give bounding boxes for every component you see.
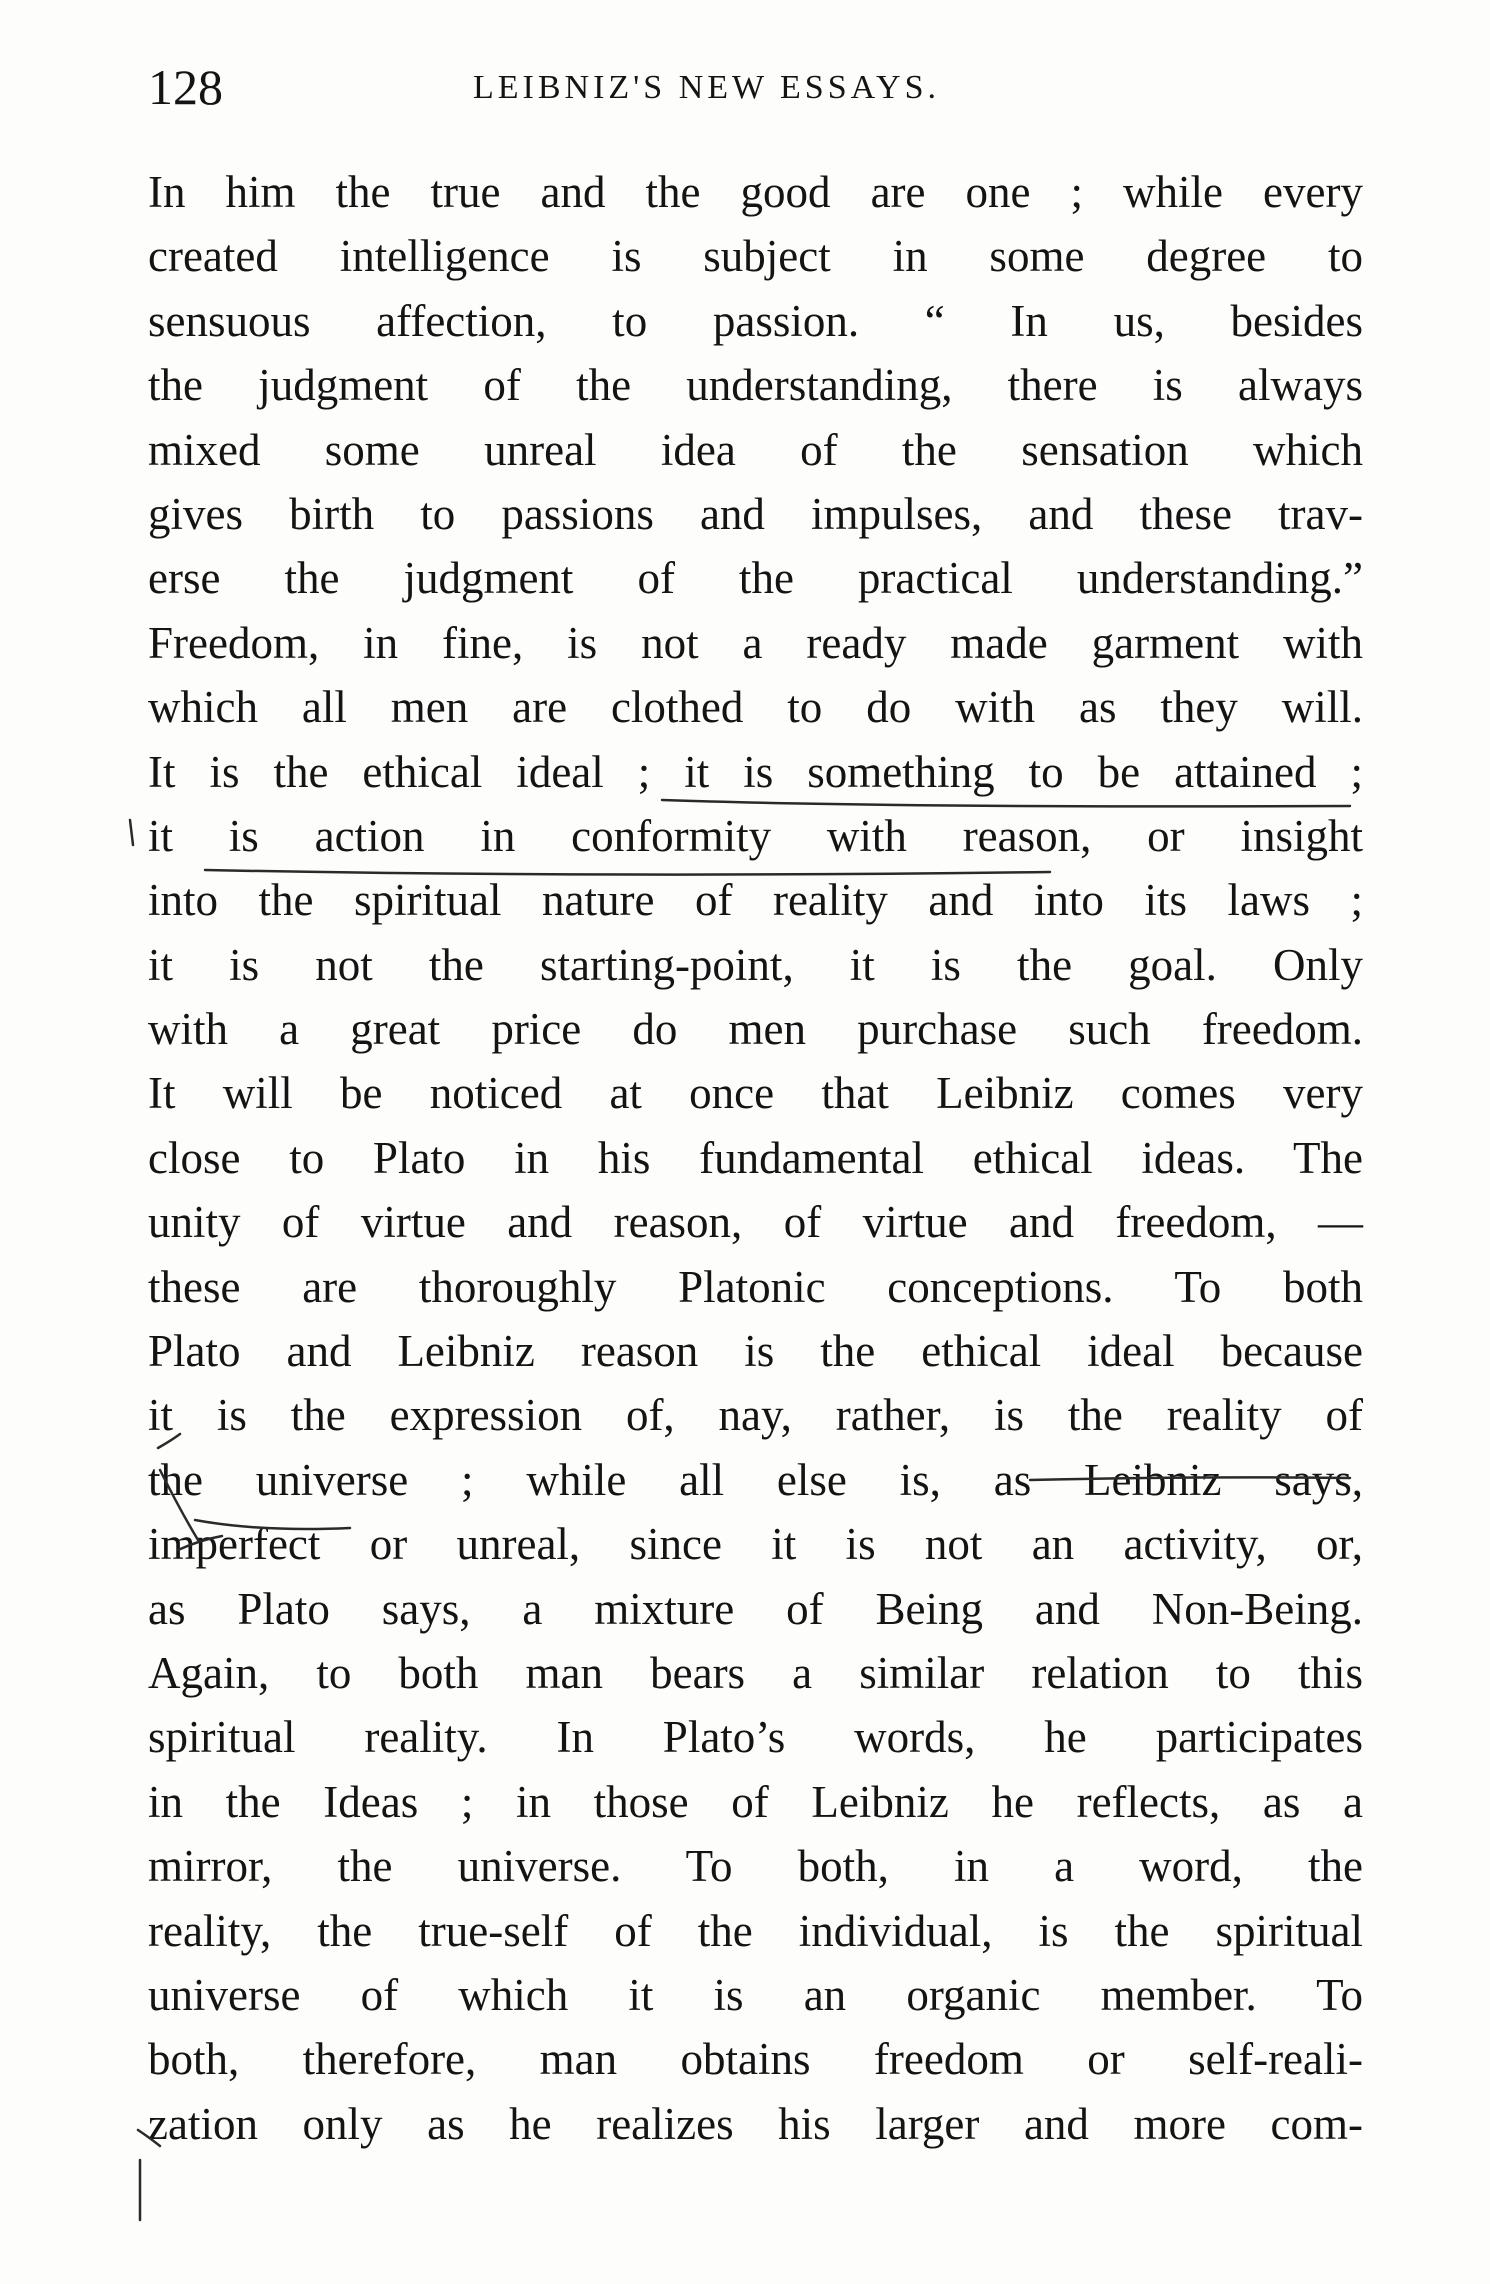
text-line: it is not the starting-point, it is the goal. Only: [148, 939, 1363, 990]
text-line: it is the expression of, nay, rather, is the reality of: [148, 1390, 1363, 1441]
text-line: mixed some unreal idea of the sensation which: [148, 424, 1363, 475]
text-line: created intelligence is subject in some degree to: [148, 231, 1363, 282]
text-line: reality, the true-self of the individual, is the spiritual: [148, 1905, 1363, 1956]
text-line: Freedom, in fine, is not a ready made garment with: [148, 617, 1363, 668]
text-line: Plato and Leibniz reason is the ethical ideal because: [148, 1326, 1363, 1377]
text-line: the universe ; while all else is, as Leibniz says,: [148, 1454, 1363, 1505]
text-line: into the spiritual nature of reality and into its laws ;: [148, 875, 1363, 926]
text-line: in the Ideas ; in those of Leibniz he reflects, as a: [148, 1776, 1363, 1827]
text-line: In him the true and the good are one ; while every: [148, 167, 1363, 217]
text-line: which all men are clothed to do with as they will.: [148, 682, 1363, 733]
text-line: unity of virtue and reason, of virtue and freedom, —: [148, 1197, 1363, 1248]
text-line: it is action in conformity with reason, or insight: [148, 810, 1363, 861]
text-line: It will be noticed at once that Leibniz comes very: [148, 1068, 1363, 1119]
text-line: sensuous affection, to passion. “ In us, besides: [148, 295, 1363, 346]
text-line: close to Plato in his fundamental ethical ideas. The: [148, 1132, 1363, 1183]
page-number: 128: [148, 59, 223, 115]
page-header: [148, 52, 1358, 122]
text-line: Again, to both man bears a similar relation to this: [148, 1647, 1363, 1698]
text-line: these are thoroughly Platonic conceptions. To both: [148, 1261, 1363, 1312]
text-line: as Plato says, a mixture of Being and Non-Being.: [148, 1583, 1363, 1634]
text-line: imperfect or unreal, since it is not an activity, or,: [148, 1519, 1363, 1570]
text-line: with a great price do men purchase such freedom.: [148, 1004, 1363, 1055]
body-text: [148, 160, 1363, 2156]
text-line: erse the judgment of the practical understanding.”: [148, 553, 1363, 604]
text-line: spiritual reality. In Plato’s words, he participates: [148, 1712, 1363, 1763]
text-line: gives birth to passions and impulses, and these trav-: [148, 488, 1363, 539]
text-line: the judgment of the understanding, there is always: [148, 360, 1363, 411]
text-line: universe of which it is an organic member. To: [148, 1969, 1363, 2020]
text-line: It is the ethical ideal ; it is something to be attained ;: [148, 746, 1363, 797]
text-line: both, therefore, man obtains freedom or self-reali-: [148, 2034, 1363, 2085]
text-line: mirror, the universe. To both, in a word, the: [148, 1841, 1363, 1892]
margin-mark: [130, 820, 133, 845]
text-line: zation only as he realizes his larger and more com-: [148, 2098, 1363, 2149]
running-title: LEIBNIZ'S NEW ESSAYS.: [473, 69, 940, 106]
